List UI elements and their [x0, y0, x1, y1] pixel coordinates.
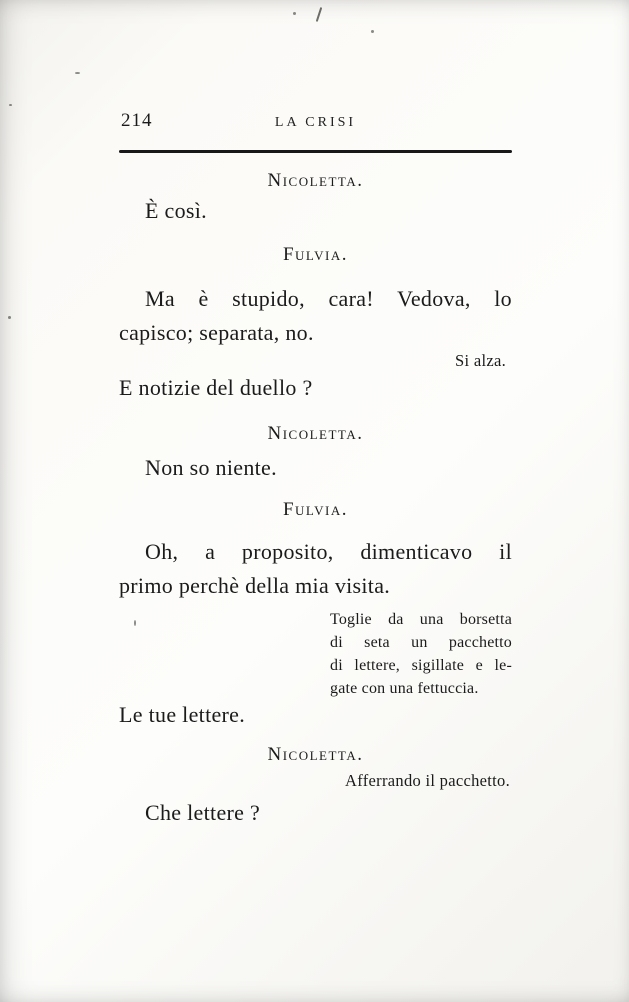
speaker-name: Nicoletta.: [267, 422, 364, 444]
dialogue-line: capisco; separata, no.: [119, 319, 314, 345]
scan-speck: [75, 72, 80, 74]
running-title: LA CRISI: [274, 115, 357, 130]
stage-direction-line: di lettere, sigillate e le-: [330, 656, 512, 674]
dialogue-line: Ma è stupido, cara! Vedova, lo: [145, 285, 512, 311]
speaker-name: Nicoletta.: [267, 169, 364, 191]
header-rule: [119, 150, 512, 153]
dialogue-paragraph: [119, 535, 512, 603]
scan-speck: [371, 30, 374, 33]
scan-speck: [9, 104, 12, 106]
dialogue-paragraph: [119, 282, 512, 350]
page-header: [119, 108, 512, 132]
dialogue-line: Oh, a proposito, dimenticavo il: [145, 538, 512, 564]
dialogue-line: Che lettere ?: [145, 799, 261, 825]
dialogue-line: E notizie del duello ?: [119, 374, 313, 400]
dialogue-line: Le tue lettere.: [119, 701, 246, 727]
stage-direction: Afferrando il pacchetto.: [345, 770, 510, 790]
speaker-name: Nicoletta.: [267, 743, 364, 765]
page-number: 214: [121, 110, 153, 131]
scan-speck: [316, 7, 323, 22]
stage-direction-line: di seta un pacchetto: [330, 633, 512, 651]
dialogue-line: Non so niente.: [145, 454, 277, 480]
speaker-name: Fulvia.: [282, 498, 349, 520]
stage-direction-line: gate con una fettuccia.: [330, 679, 479, 697]
scan-speck: [8, 316, 11, 319]
dialogue-line: È così.: [145, 197, 207, 223]
dialogue-line: primo perchè della mia visita.: [119, 572, 391, 598]
scan-speck: [293, 12, 296, 15]
stage-direction: Si alza.: [455, 350, 506, 370]
stage-direction-line: Toglie da una borsetta: [330, 610, 512, 628]
stage-direction-block: [330, 608, 512, 700]
speaker-name: Fulvia.: [282, 243, 349, 265]
page-content: [119, 108, 512, 828]
